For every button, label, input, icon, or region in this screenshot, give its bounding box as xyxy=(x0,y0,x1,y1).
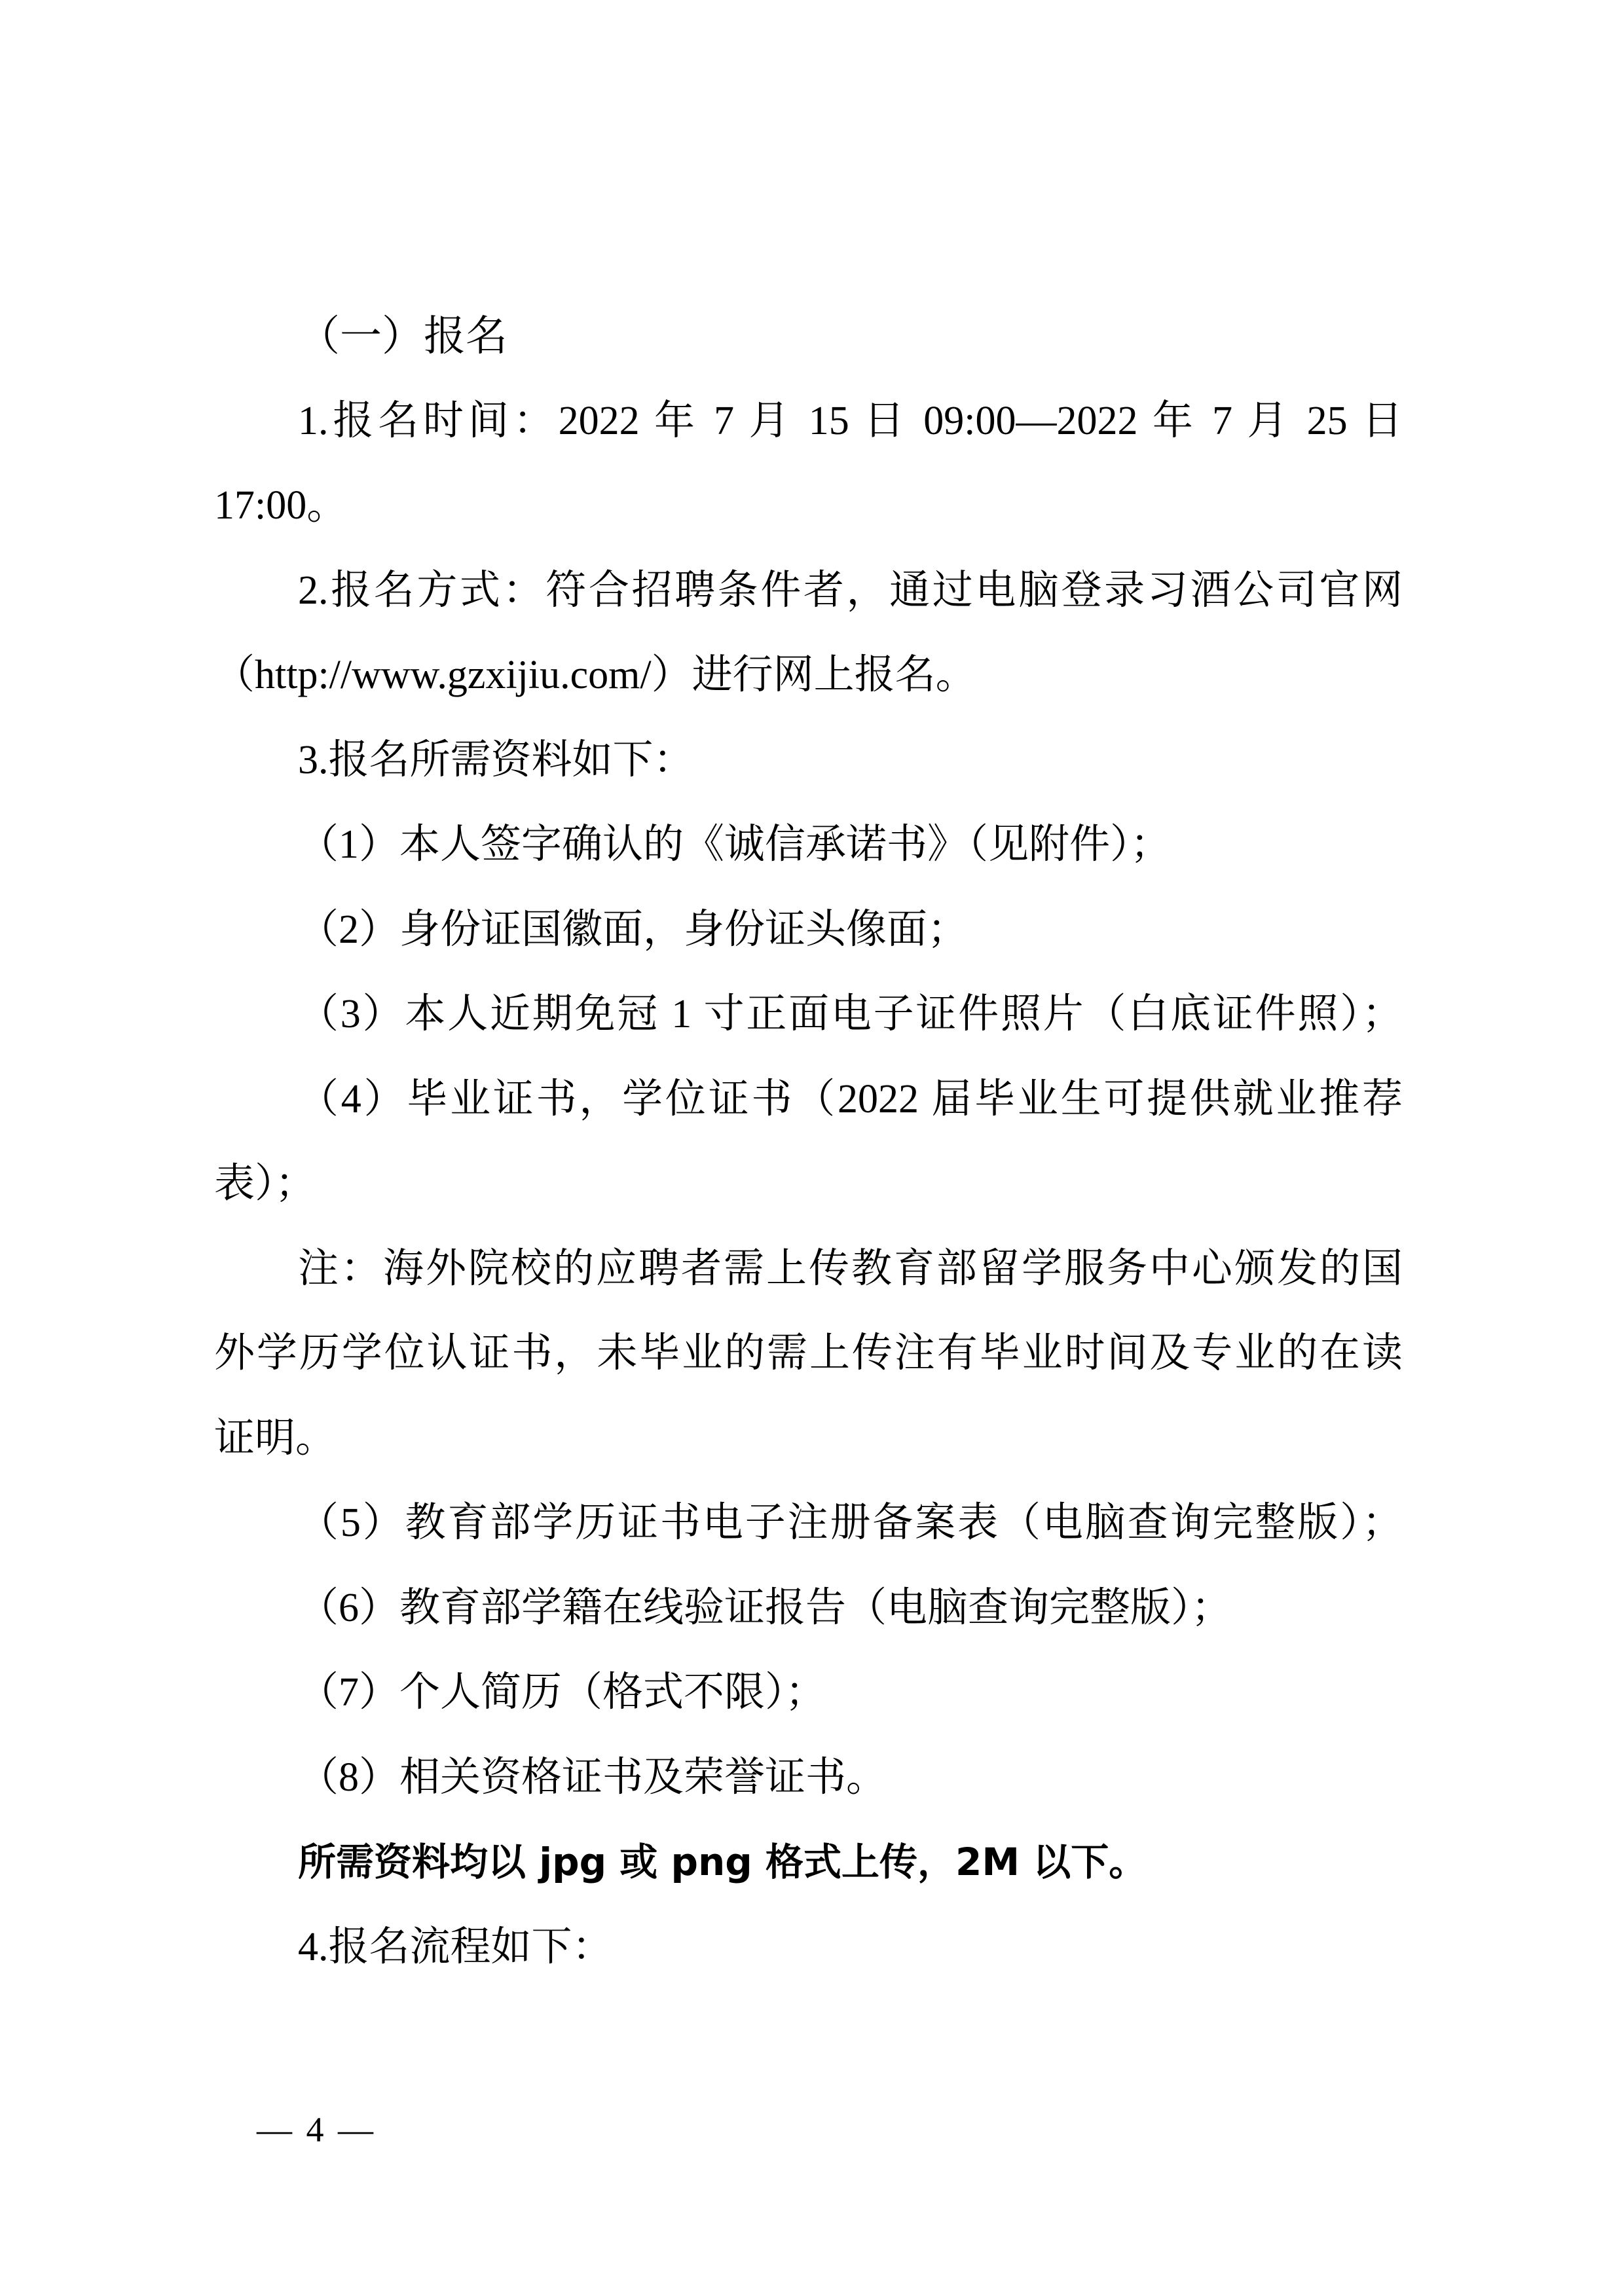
doc-line-item-3: （3）本人近期免冠 1 寸正面电子证件照片（白底证件照）； xyxy=(298,992,1403,1036)
doc-line-reg-time: 1.报名时间：2022 年 7 月 15 日 09:00—2022 年 7 月 25 日 xyxy=(298,398,1403,443)
upload-format-note: 所需资料均以 jpg 或 png 格式上传，2M 以下。 xyxy=(298,1840,1147,1884)
doc-line-note-2: 外学历学位认证书，未毕业的需上传注有毕业时间及专业的在读 xyxy=(214,1331,1403,1376)
doc-line-item-4-end: 表）； xyxy=(214,1161,316,1206)
doc-line-item-4: （4）毕业证书，学位证书（2022 届毕业生可提供就业推荐 xyxy=(298,1076,1403,1121)
page-number: — 4 — xyxy=(257,2110,376,2149)
section-heading: （一）报名 xyxy=(298,313,507,359)
doc-line-reg-process: 4.报名流程如下： xyxy=(298,1924,613,1969)
document-body xyxy=(214,294,1403,1990)
doc-line-materials: 3.报名所需资料如下： xyxy=(298,737,694,782)
doc-line-reg-method: 2.报名方式：符合招聘条件者，通过电脑登录习酒公司官网 xyxy=(298,568,1403,613)
doc-line-item-1: （1）本人签字确认的《诚信承诺书》（见附件）； xyxy=(298,822,1172,867)
doc-line-item-7: （7）个人简历（格式不限）； xyxy=(298,1670,826,1715)
doc-line-item-6: （6）教育部学籍在线验证报告（电脑查询完整版）； xyxy=(298,1585,1232,1630)
doc-line-reg-url: （http://www.gzxijiu.com/）进行网上报名。 xyxy=(214,653,976,697)
doc-line-note-1: 注：海外院校的应聘者需上传教育部留学服务中心颁发的国 xyxy=(298,1246,1403,1291)
doc-line-reg-time-end: 17:00。 xyxy=(214,483,348,528)
doc-line-item-8: （8）相关资格证书及荣誉证书。 xyxy=(298,1755,887,1800)
doc-line-note-end: 证明。 xyxy=(214,1415,337,1461)
doc-line-item-5: （5）教育部学历证书电子注册备案表（电脑查询完整版）； xyxy=(298,1501,1403,1545)
doc-line-item-2: （2）身份证国徽面，身份证头像面； xyxy=(298,907,969,952)
